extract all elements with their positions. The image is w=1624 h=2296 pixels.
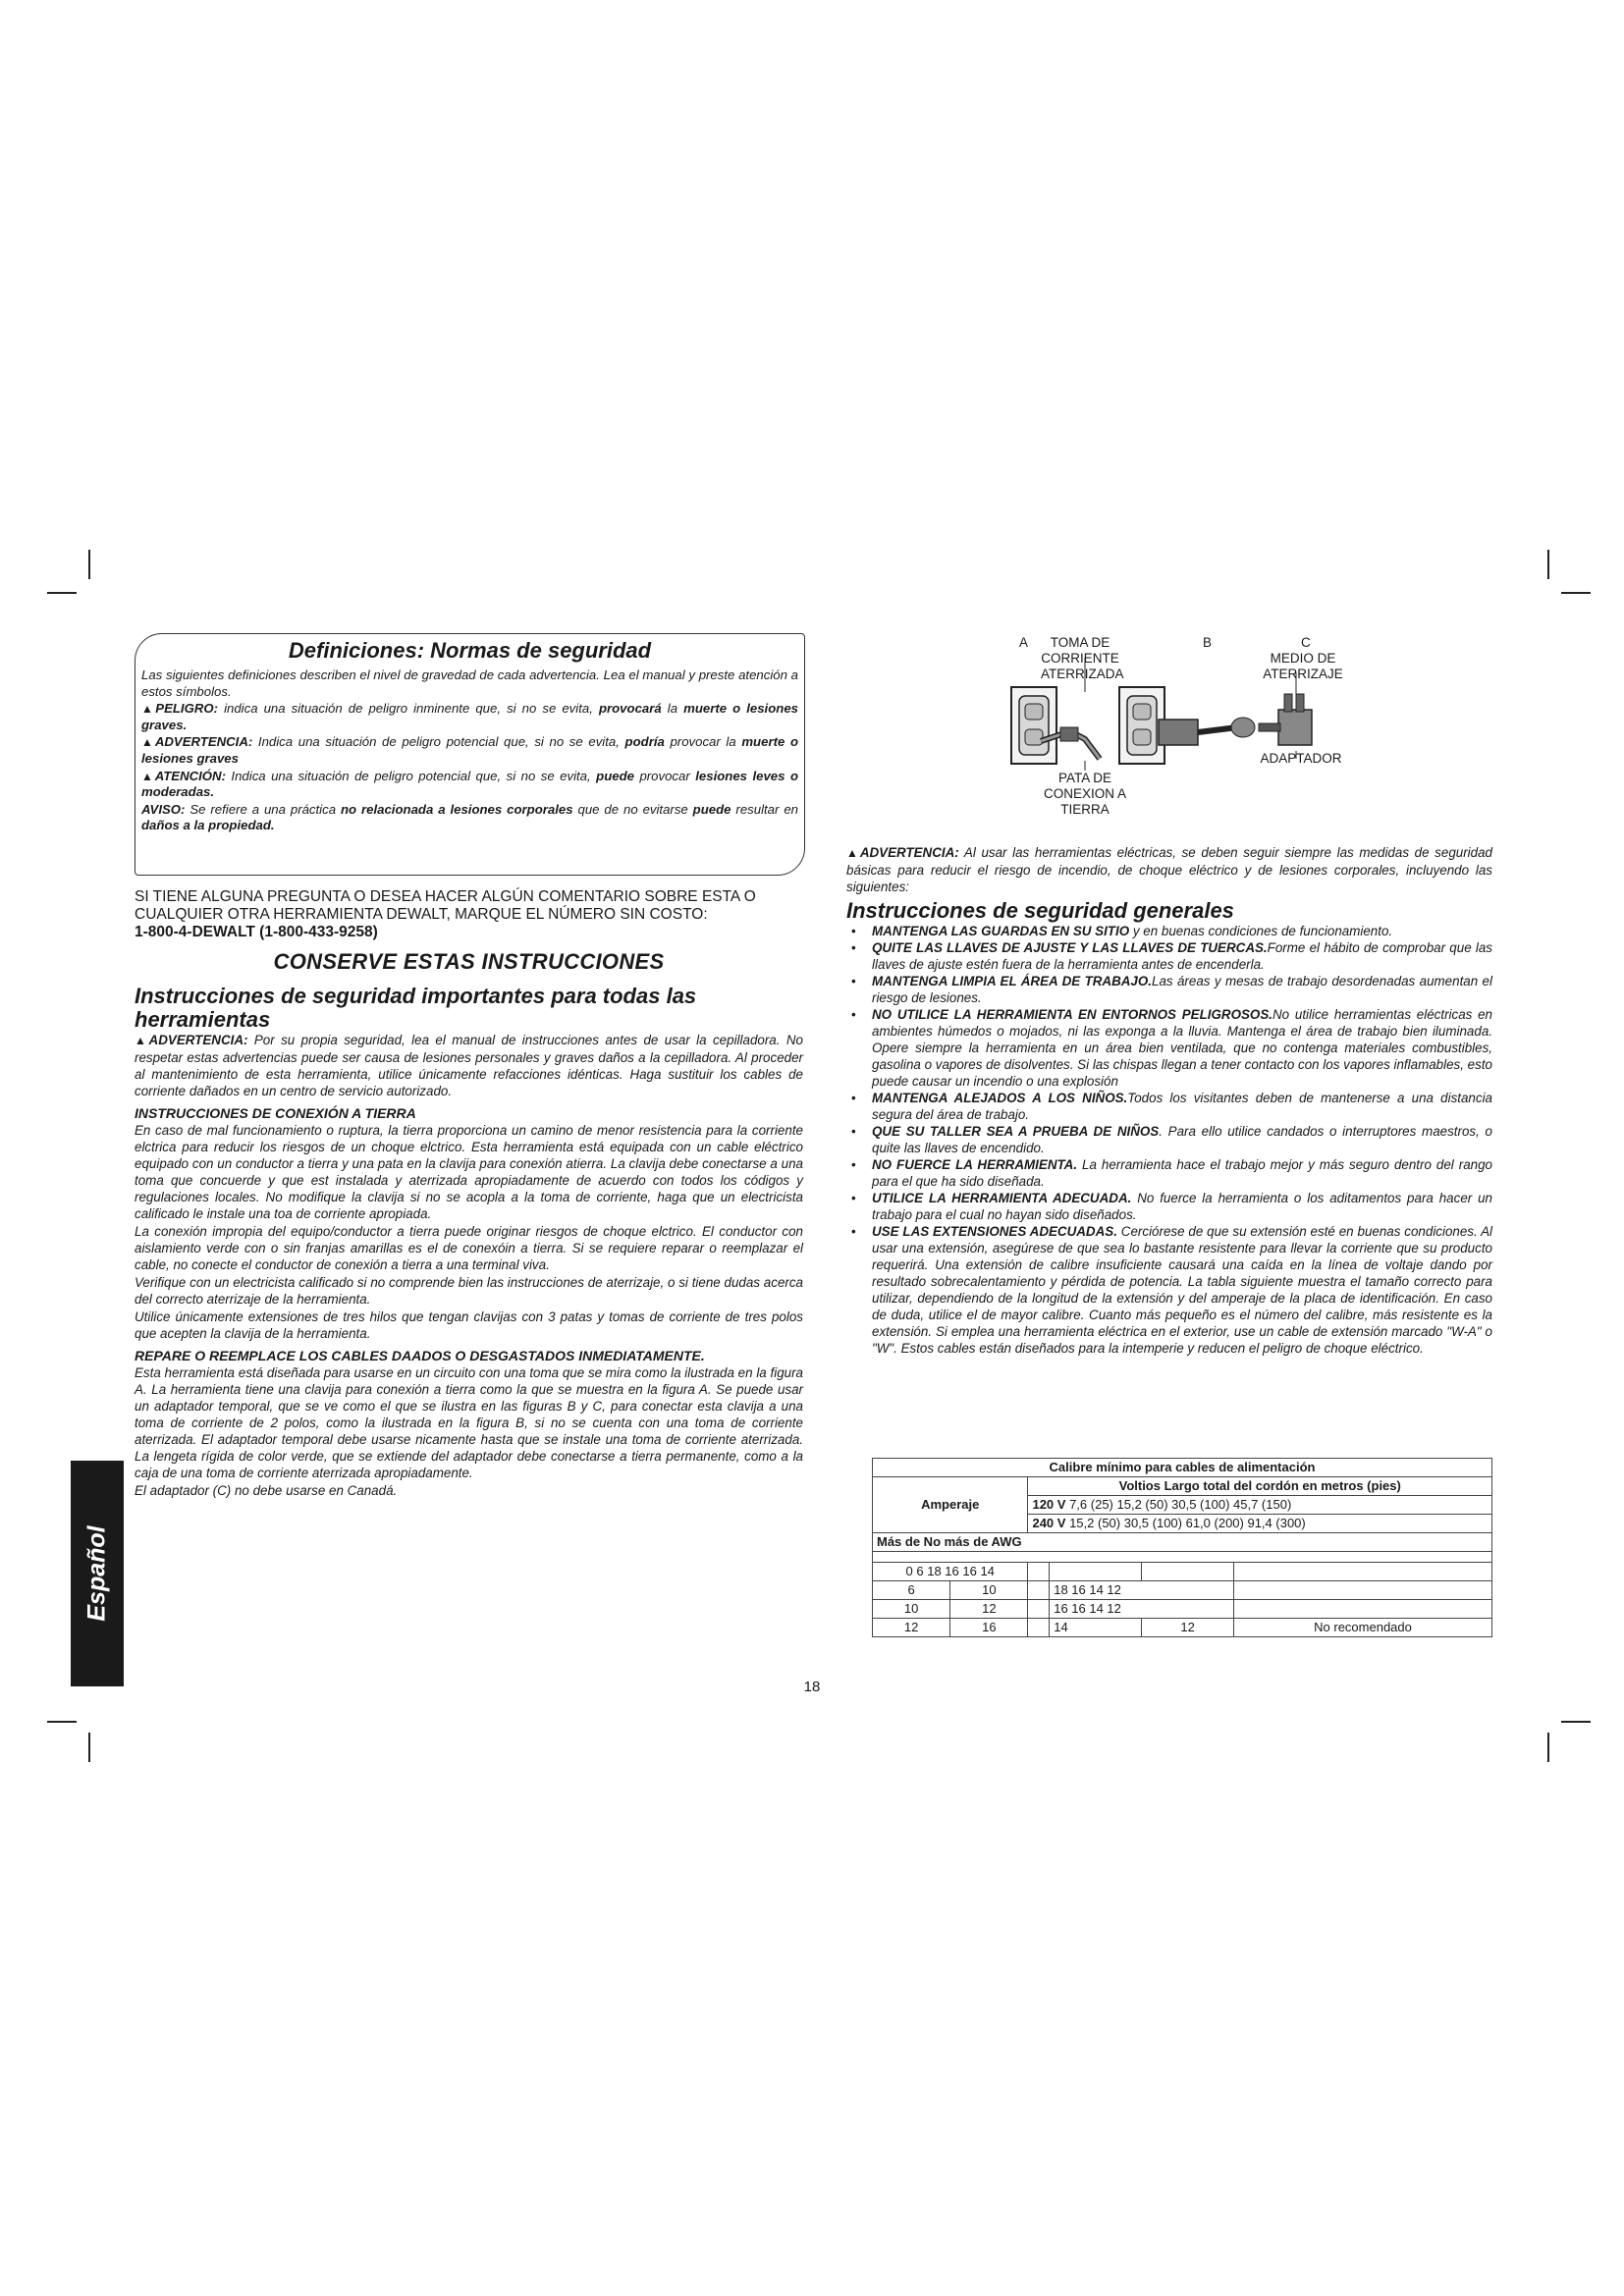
adapter-plug-icon <box>1159 718 1255 745</box>
table-amperaje: Amperaje <box>873 1477 1028 1533</box>
fig-label-c: C <box>1301 635 1311 650</box>
table-mas-de: Más de No más de AWG <box>873 1533 1492 1552</box>
repare-p1: Esta herramienta está diseñada para usarse en un circuito con una toma que se mira como la ilustrada en la figura A. La herramienta tiene una clavija para conexión a tierra como la que se muestra en la figura A. Se puede usar un adaptador temporal, que se ve como el que se ilustra en las figuras B y C, para conectar esta clavija a una toma de corriente de 2 polos, como la ilustrada en la figura B, si no se cuenta con una toma de corriente aterrizada. El adaptador temporal debe usarse nicamente hasta que se instale una toma de corriente aterrizada. La lengeta rígida de color verde, que se extiende del adaptador debe conectarse a tierra permanente, como a la caja de una toma de corriente aterrizada apropiadamente. <box>135 1365 803 1480</box>
table-cell: 10 <box>873 1600 950 1619</box>
list-item: • MANTENGA ALEJADOS A LOS NIÑOS.Todos los visitantes deben de mantenerse a una distancia segura del área de trabajo. <box>851 1091 1493 1122</box>
table-240v: 240 V 15,2 (50) 30,5 (100) 61,0 (200) 91,4 (300) <box>1028 1515 1492 1533</box>
fig-adaptador-text: ADAPTADOR <box>1260 751 1342 766</box>
right-heading: Instrucciones de seguridad generales <box>846 898 1234 923</box>
table-row <box>873 1533 1492 1552</box>
table-title: Calibre mínimo para cables de alimentación <box>873 1459 1492 1477</box>
outlet-a-icon <box>1011 687 1056 764</box>
warning-triangle-icon: ▲ <box>135 1034 149 1047</box>
tierra-heading: INSTRUCCIONES DE CONEXIÓN A TIERRA <box>135 1105 416 1121</box>
list-item: • QUITE LAS LLAVES DE AJUSTE Y LAS LLAVES DE TUERCAS.Forme el hábito de comprobar que las llaves de ajuste estén fuera de la herramienta antes de encenderla. <box>851 940 1492 972</box>
repare-p2: El adaptador (C) no debe usarse en Canadá. <box>135 1483 398 1498</box>
conserve-heading: CONSERVE ESTAS INSTRUCCIONES <box>273 949 665 974</box>
extension-cord-table <box>872 1458 1492 1637</box>
crop-mark <box>1561 1721 1591 1723</box>
adapter-c-icon <box>1259 694 1312 745</box>
table-cell <box>1028 1600 1050 1619</box>
crop-mark <box>47 592 77 594</box>
list-item: • MANTENGA LAS GUARDAS EN SU SITIO y en buenas condiciones de funcionamiento. <box>851 924 1393 938</box>
safety-list <box>846 923 1492 1357</box>
list-item: • MANTENGA LIMPIA EL ÁREA DE TRABAJO.Las áreas y mesas de trabajo desordenadas aumentan el riesgo de lesiones. <box>851 974 1492 1005</box>
warning-triangle-icon: ▲ <box>141 769 155 783</box>
page-number: 18 <box>803 1679 821 1695</box>
crop-mark <box>88 1733 90 1762</box>
tierra-p1: En caso de mal funcionamiento o ruptura, la tierra proporciona un camino de menor resistencia para la corriente elctrica para reducir los riesgos de un choque elctrico. Esta herramienta está equipada con un cable eléctrico equipado con un conductor a tierra y una pata en la clavija para conexión atierra. La clavija debe conectarse a una toma que concuerde y que est instalada y aterrizada apropiadamente de acuerdo con todos los códigos y regulaciones locales. No modifique la clavija si no se acopla a la toma de corriente, haga que un electricista calificado le instale una toa de corriente apropiada. <box>135 1123 803 1221</box>
crop-mark <box>1547 1733 1549 1762</box>
right-advertencia: ▲ADVERTENCIA: Al usar las herramientas eléctricas, se deben seguir siempre las medidas de seguridad básicas para reducir el riesgo de incendio, de choque eléctrico y de lesiones corporales, incluyendo las siguientes: <box>846 845 1492 894</box>
language-side-tab <box>71 1461 124 1686</box>
contact-text: SI TIENE ALGUNA PREGUNTA O DESEA HACER ALGÚN COMENTARIO SOBRE ESTA O CUALQUIER OTRA HERRAMIENTA DEWALT, MARQUE EL NÚMERO SIN COSTO: <box>135 888 756 923</box>
table-cell: 16 16 14 12 <box>1050 1600 1234 1619</box>
table-cell <box>1234 1581 1492 1600</box>
list-item: • NO FUERCE LA HERRAMIENTA. La herramienta hace el trabajo mejor y más seguro dentro del rango para el que ha sido diseñada. <box>851 1157 1492 1189</box>
table-row <box>873 1459 1492 1477</box>
table-cell: 14 <box>1050 1619 1142 1637</box>
list-item: • UTILICE LA HERRAMIENTA ADECUADA. No fuerce la herramienta o los aditamentos para hacer un trabajo para el cual no hayan sido diseñados. <box>851 1191 1492 1222</box>
def-advertencia: ▲ADVERTENCIA: Indica una situación de peligro potencial que, si no se evita, podría provocar la muerte o lesiones graves <box>141 734 798 766</box>
crop-mark <box>88 550 90 579</box>
table-cell: 12 <box>1142 1619 1234 1637</box>
table-cell: No recomendado <box>1234 1619 1492 1637</box>
table-cell: 18 16 14 12 <box>1050 1581 1234 1600</box>
definitions-box <box>135 633 805 876</box>
list-item: • QUE SU TALLER SEA A PRUEBA DE NIÑOS. Para ello utilice candados o interruptores maestros, o quite las llaves de encendido. <box>851 1124 1492 1155</box>
warning-triangle-icon: ▲ <box>141 702 156 717</box>
list-item: • USE LAS EXTENSIONES ADECUADAS. Cerciórese de que su extensión esté en buenas condiciones. Al usar una extensión, asegúrese de que sea lo bastante resistente para llevar la corriente que su producto requerirá. Una extensión de calibre insuficiente causará una caída en la línea de voltaje dando por resultado sobrecalentamiento y pérdida de potencia. La tabla siguiente muestra el tamaño correcto para utilizar, dependiendo de la longitud de la extensión y del amperaje de la placa de identificación. En caso de duda, utilice el de mayor calibre. Cuanto más pequeño es el número del calibre, más resistente es la extensión. Si emplea una herramienta eléctrica en el exterior, use un cable de extensión marcado "W-A" o "W". Estos cables están diseñados para la intemperie y reducen el peligro de choque eléctrico. <box>851 1224 1493 1356</box>
table-row <box>873 1563 1492 1581</box>
table-row <box>873 1600 1492 1619</box>
tierra-p4: Utilice únicamente extensiones de tres hilos que tengan clavijas con 3 patas y tomas de corriente de tres polos que acepten la clavija de la herramienta. <box>135 1309 803 1341</box>
right-column <box>846 844 1492 1357</box>
table-cell <box>1142 1563 1234 1581</box>
crop-mark <box>47 1721 77 1723</box>
warning-triangle-icon: ▲ <box>141 735 155 750</box>
repare-heading: REPARE O REEMPLACE LOS CABLES DAADOS O DESGASTADOS INMEDIATAMENTE. <box>135 1348 705 1363</box>
def-peligro: ▲PELIGRO: indica una situación de peligro inminente que, si no se evita, provocará la muerte o lesiones graves. <box>141 701 799 732</box>
table-cell: 0 6 18 16 16 14 <box>873 1563 1028 1581</box>
table-cell <box>1028 1581 1050 1600</box>
table-row <box>873 1552 1492 1563</box>
def-aviso: AVISO: Se refiere a una práctica no relacionada a lesiones corporales que de no evitarse puede resultar en daños a la propiedad. <box>141 801 798 833</box>
tierra-p3: Verifique con un electricista calificado si no comprende bien las instrucciones de aterrizaje, o si tiene dudas acerca del correcto aterrizaje de la herramienta. <box>135 1275 803 1307</box>
table-cell: 16 <box>950 1619 1028 1637</box>
table-row <box>873 1581 1492 1600</box>
outlet-b-icon <box>1119 687 1164 764</box>
fig-label-c-text: MEDIO DE ATERRIZAJE <box>1263 651 1343 681</box>
warning-triangle-icon: ▲ <box>846 846 860 860</box>
table-cell: 12 <box>873 1619 950 1637</box>
tierra-p2: La conexión impropia del equipo/conductor a tierra puede originar riesgos de choque elctrico. El conductor con aislamiento verde con o sin franjas amarillas es el de conexóin a tierra. Si se requiere reparar o reemplazar el cable, no conecte el conductor de conexión a tierra a una terminal viva. <box>135 1224 803 1272</box>
table-cell <box>1234 1563 1492 1581</box>
left-heading: Instrucciones de seguridad importantes para todas las herramientas <box>135 984 697 1032</box>
side-tab-label: Español <box>82 1525 111 1622</box>
left-column <box>135 985 803 1500</box>
table-cell: 12 <box>950 1600 1028 1619</box>
grounding-figure <box>1001 633 1375 829</box>
def-atencion: ▲ATENCIÓN: Indica una situación de peligro potencial que, si no se evita, puede provocar lesiones leves o moderadas. <box>141 768 798 800</box>
table-cell <box>1028 1619 1050 1637</box>
left-advertencia: ▲ADVERTENCIA: Por su propia seguridad, lea el manual de instrucciones antes de usar la cepilladora. No respetar estas advertencias puede ser causa de lesiones personales y graves daños a la cepilladora. Al proceder al mantenimiento de esta herramienta, utilice únicamente refacciones idénticas. Haga sustituir los cables de corriente dañados en un centro de servicio autorizado. <box>135 1033 803 1098</box>
table-cell <box>1028 1563 1050 1581</box>
table-cell: 6 <box>873 1581 950 1600</box>
table-cell <box>1050 1563 1142 1581</box>
table-cell <box>1234 1600 1492 1619</box>
list-item: • NO UTILICE LA HERRAMIENTA EN ENTORNOS PELIGROSOS.No utilice herramientas eléctricas en ambientes húmedos o mojados, ni las exponga a la lluvia. Mantenga el área de trabajo bien iluminada. Opere siempre la herramienta en un área bien ventilada, que no contenga materiales combustibles, gasolina o vapores de disolventes. Si las chispas llegan a tener contacto con los vapores inflamables, esto puede causar un incendio o una explosión <box>851 1007 1492 1089</box>
fig-label-b: B <box>1203 635 1213 650</box>
crop-mark <box>1547 550 1549 579</box>
table-cell: 10 <box>950 1581 1028 1600</box>
crop-mark <box>1561 592 1591 594</box>
contact-phone: 1-800-4-DEWALT (1-800-433-9258) <box>135 924 378 940</box>
fig-pata-text: PATA DE CONEXION A TIERRA <box>1043 771 1127 817</box>
table-voltios-header: Voltios Largo total del cordón en metros (pies) <box>1028 1477 1492 1496</box>
table-120v: 120 V 7,6 (25) 15,2 (50) 30,5 (100) 45,7 (150) <box>1028 1496 1492 1515</box>
table-row <box>873 1477 1492 1496</box>
fig-label-a-text: TOMA DE CORRIENTE ATERRIZADA <box>1041 635 1124 681</box>
definitions-intro: Las siguientes definiciones describen el nivel de gravedad de cada advertencia. Lea el manual y preste atención a estos símbolos. <box>141 667 798 699</box>
table-row <box>873 1619 1492 1637</box>
contact-block <box>135 888 803 941</box>
fig-label-a: A <box>1019 635 1029 650</box>
definitions-title: Definiciones: Normas de seguridad <box>288 638 652 663</box>
